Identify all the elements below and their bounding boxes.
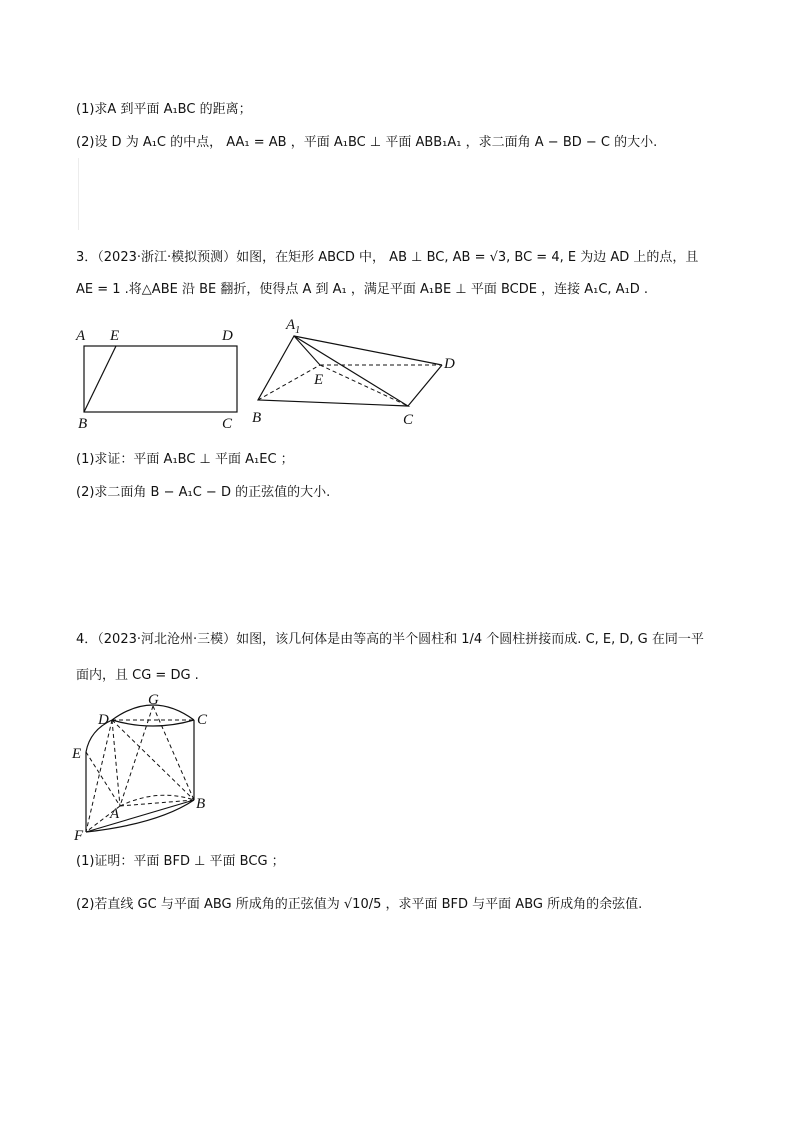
label-B: B (78, 416, 88, 430)
q3-rectangle-figure (70, 318, 250, 430)
q4-part1 (76, 852, 285, 872)
line-FB (86, 800, 194, 832)
label-D: D (222, 328, 233, 344)
label-D: D (98, 712, 109, 728)
q3-part2-text: (2)求二面角 B − A₁C − D 的正弦值的大小. (76, 485, 331, 500)
q3-part1-text: (1)求证：平面 A₁BC ⊥ 平面 A₁EC ； (76, 452, 294, 467)
q4-header (76, 630, 704, 650)
label-C: C (222, 416, 233, 430)
label-B: B (252, 410, 262, 426)
q2-part1 (76, 100, 252, 120)
label-E: E (110, 328, 120, 344)
q3-folded-figure (248, 312, 468, 430)
q4-header-text: 4．（2023·河北沧州·三模）如图，该几何体是由等高的半个圆柱和 1/4 个圆柱拼接而成. C, E, D, G 在同一平 (76, 632, 704, 647)
q4-header-line2-text: 面内，且 CG = DG . (76, 668, 199, 683)
top-arc-front (112, 720, 194, 726)
label-C: C (197, 712, 208, 728)
q3-part1 (76, 450, 294, 470)
q3-header-line2 (76, 280, 648, 300)
label-C: C (403, 412, 414, 428)
segment-CD (408, 365, 442, 406)
margin-line (78, 158, 79, 230)
q2-part2-text: (2)设 D 为 A₁C 的中点， AA₁ = AB ，平面 A₁BC ⊥ 平面 ABB₁A₁ ，求二面角 A − BD − C 的大小. (76, 135, 658, 150)
q3-header-line2-text: AE = 1 .将△ABE 沿 BE 翻折，使得点 A 到 A₁ ，满足平面 A₁BE ⊥ 平面 BCDE ，连接 A₁C, A₁D . (76, 282, 649, 297)
label-F: F (74, 828, 84, 844)
q4-solid-figure (70, 692, 220, 844)
segment-EC (320, 365, 408, 406)
edge-DA (112, 720, 120, 806)
q2-part2 (76, 133, 657, 153)
label-E: E (72, 746, 82, 762)
line-GA (120, 706, 153, 806)
rect-ABCD (84, 346, 237, 412)
q4-part2-text: (2)若直线 GC 与平面 ABG 所成角的正弦值为 √10/5 ，求平面 BFD 与平面 ABG 所成角的余弦值. (76, 897, 643, 912)
label-A1: $A_1$ (286, 317, 301, 336)
q4-part1-text: (1)证明：平面 BFD ⊥ 平面 BCG ； (76, 854, 285, 869)
segment-BE (84, 346, 116, 412)
label-A: A (76, 328, 86, 344)
line-GB (153, 706, 194, 800)
q3-header (76, 248, 698, 268)
label-D: D (444, 356, 455, 372)
label-A: A (110, 806, 120, 822)
q3-part2 (76, 483, 330, 503)
label-B: B (196, 796, 206, 812)
q3-header-text: 3．（2023·浙江·模拟预测）如图，在矩形 ABCD 中， AB ⊥ BC, AB = √3, BC = 4, E 为边 AD 上的点，且 (76, 250, 699, 265)
label-G: G (148, 692, 159, 708)
q2-part1-text: (1)求A 到平面 A₁BC 的距离； (76, 102, 252, 117)
label-E: E (314, 372, 324, 388)
line-EA (86, 752, 120, 806)
q4-part2 (76, 895, 642, 915)
line-DB (112, 720, 194, 800)
q4-header-line2 (76, 666, 199, 686)
